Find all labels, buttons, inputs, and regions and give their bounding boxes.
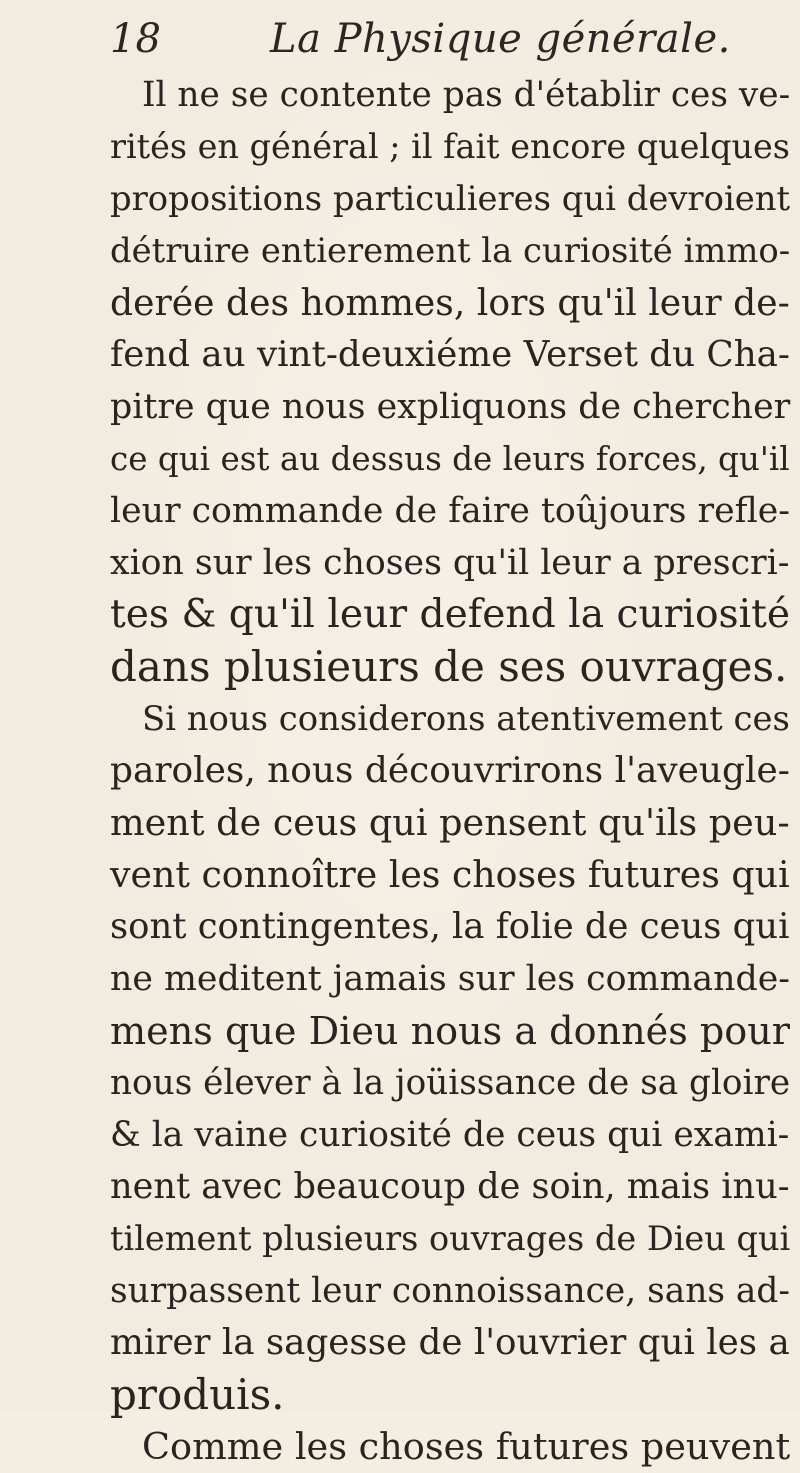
text-line: ment de ceus qui pensent qu'ils peu- — [110, 801, 790, 844]
text-line: derée des hommes, lors qu'il leur de- — [110, 281, 790, 324]
text-line: dans plusieurs de ses ouvrages. — [110, 642, 788, 691]
running-head — [110, 14, 800, 74]
text-line: nent avec beaucoup de soin, mais inu- — [110, 1166, 790, 1207]
text-line: mirer la sagesse de l'ouvrier qui les a — [110, 1322, 790, 1363]
text-line: ce qui est au dessus de leurs forces, qu'il — [110, 440, 790, 478]
text-line: propositions particulieres qui devroient — [110, 179, 791, 218]
text-line: surpassent leur connoissance, sans ad- — [110, 1271, 790, 1311]
text-line: tilement plusieurs ouvrages de Dieu qui — [110, 1219, 791, 1258]
text-line: fend au vint-deuxiéme Verset du Cha- — [110, 334, 790, 375]
text-line: & la vaine curiosité de ceus qui exami- — [110, 1115, 790, 1155]
text-line: nous élever à la joüissance de sa gloire — [110, 1063, 791, 1103]
text-line: ne meditent jamais sur les commande- — [110, 959, 791, 999]
text-line: rités en général ; il fait encore quelques — [110, 127, 790, 166]
text-line: paroles, nous découvrirons l'aveugle- — [110, 750, 790, 791]
text-line: tes & qu'il leur defend la curiosité — [110, 592, 791, 637]
text-line: sont contingentes, la folie de ceus qui — [110, 906, 790, 947]
text-line: Il ne se contente pas d'établir ces ve- — [142, 75, 791, 115]
text-line: leur commande de faire toûjours refle- — [110, 491, 790, 531]
running-title: La Physique générale. — [270, 16, 731, 62]
text-line: mens que Dieu nous a donnés pour — [110, 1009, 791, 1053]
page-number: 18 — [110, 16, 161, 62]
text-line: détruire entierement la curiosité immo- — [110, 231, 791, 270]
body-text — [110, 69, 800, 1468]
text-line: pitre que nous expliquons de chercher — [110, 387, 791, 427]
text-line: Si nous considerons atentivement ces — [142, 699, 790, 738]
text-line: xion sur les choses qu'il leur a prescri- — [110, 543, 790, 583]
text-line: Comme les choses futures peuvent — [142, 1425, 791, 1468]
text-line: vent connoître les choses futures qui — [110, 853, 790, 896]
text-line: produis. — [110, 1370, 285, 1419]
